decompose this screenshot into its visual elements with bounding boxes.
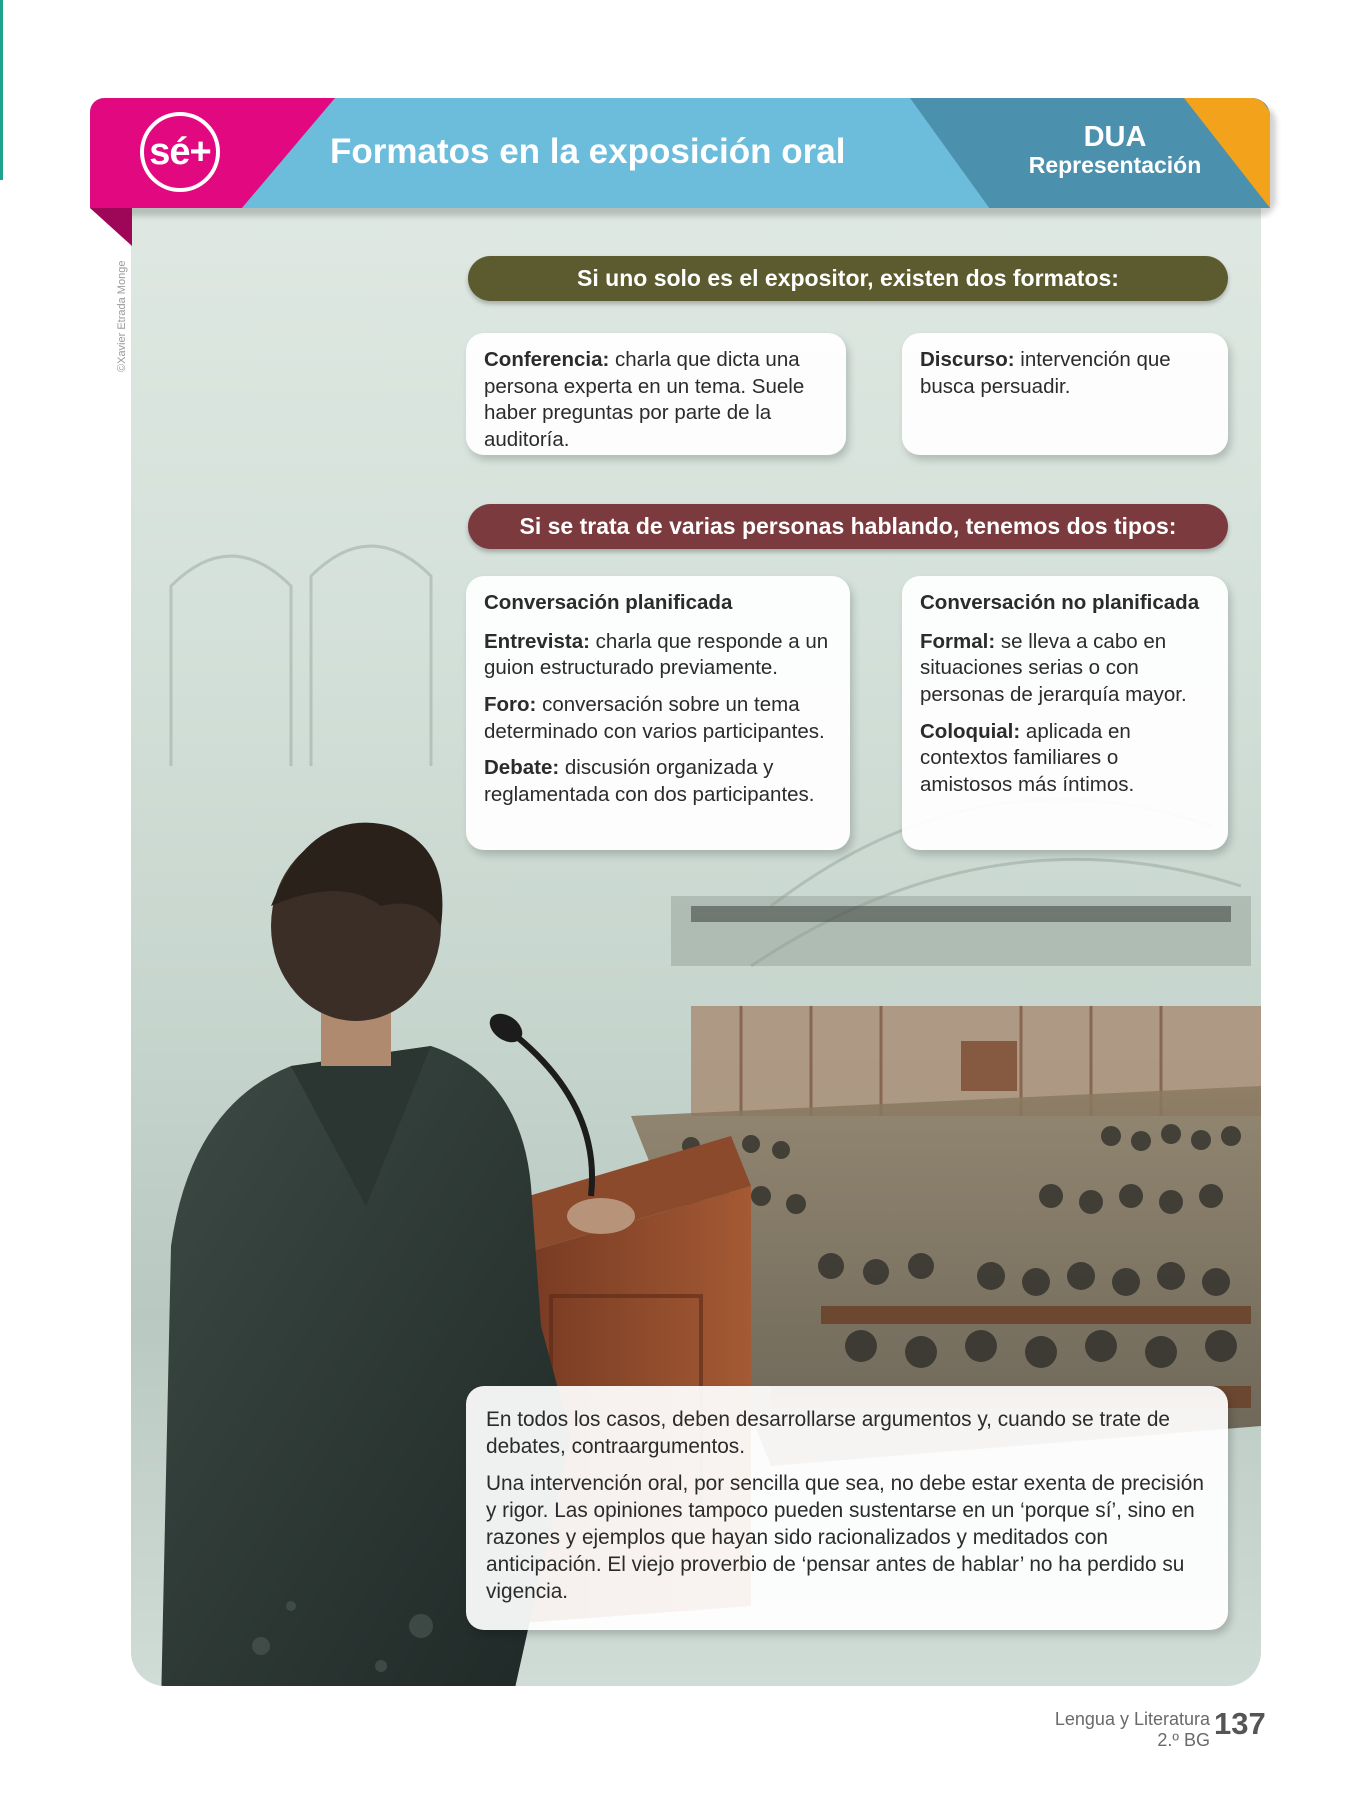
definition-entrevista: charla que responde a un guion estructurado previamente. — [484, 629, 829, 680]
card-conversacion-planificada — [466, 576, 850, 850]
unplanned-title: Conversación no planificada — [920, 591, 1200, 614]
dua-title: DUA — [1083, 121, 1147, 153]
card-conclusion — [466, 1386, 1228, 1630]
term-debate: Debate: — [484, 756, 560, 780]
term-formal: Formal: — [920, 629, 996, 653]
definition-discurso: intervención que busca persuadir. — [920, 348, 1171, 398]
footer-subject: Lengua y Literatura — [1054, 1709, 1210, 1729]
definition-foro: conversación sobre un tema determinado con varios participantes. — [484, 692, 825, 743]
dua-badge — [1010, 122, 1220, 179]
term-discurso: Discurso: — [920, 348, 1015, 371]
image-credit: ©Xavier Etrada Monge — [116, 260, 128, 372]
definition-coloquial: aplicada en contextos familiares o amistosos más íntimos. — [920, 719, 1135, 796]
definition-conferencia: charla que dicta una persona experta en un tema. Suele haber preguntas por parte de la auditoría. — [484, 348, 805, 451]
list-item — [484, 629, 832, 682]
term-coloquial: Coloquial: — [920, 719, 1021, 743]
se-mas-logo: sé+ — [140, 112, 220, 192]
section1-heading: Si uno solo es el expositor, existen dos formatos: — [468, 256, 1228, 301]
page-title: Formatos en la exposición oral — [330, 132, 846, 171]
conclusion-paragraph-1: En todos los casos, deben desarrollarse argumentos y, cuando se trate de debates, contraargumentos. — [486, 1408, 1171, 1459]
term-foro: Foro: — [484, 692, 537, 716]
list-item — [920, 719, 1210, 799]
card-conferencia — [466, 333, 846, 455]
section2-heading: Si se trata de varias personas hablando, tenemos dos tipos: — [468, 504, 1228, 549]
list-item — [484, 755, 832, 808]
list-item — [484, 692, 832, 745]
planned-title: Conversación planificada — [484, 591, 733, 614]
page-number: 137 — [1214, 1706, 1266, 1741]
list-item — [920, 629, 1210, 709]
conclusion-paragraph-2: Una intervención oral, por sencilla que sea, no debe estar exenta de precisión y rigor. Las opiniones tampoco pueden sustentarse en un ‘porque sí’, sino en razones y ejemplos que hayan sido racionalizados y meditados con anticipación. El viejo proverbio de ‘pensar antes de hablar’ no ha perdido su vigencia. — [486, 1472, 1204, 1604]
card-discurso — [902, 333, 1228, 455]
card-conversacion-no-planificada — [902, 576, 1228, 850]
dua-subtitle: Representación — [1028, 152, 1202, 179]
term-conferencia: Conferencia: — [484, 348, 610, 371]
page-edge-accent — [0, 0, 3, 180]
banner-fold — [90, 208, 132, 246]
footer-grade: 2.º BG — [1157, 1730, 1210, 1750]
definition-debate: discusión organizada y reglamentada con dos participantes. — [484, 756, 815, 806]
definition-formal: se lleva a cabo en situaciones serias o con personas de jerarquía mayor. — [920, 629, 1187, 706]
term-entrevista: Entrevista: — [484, 629, 590, 653]
